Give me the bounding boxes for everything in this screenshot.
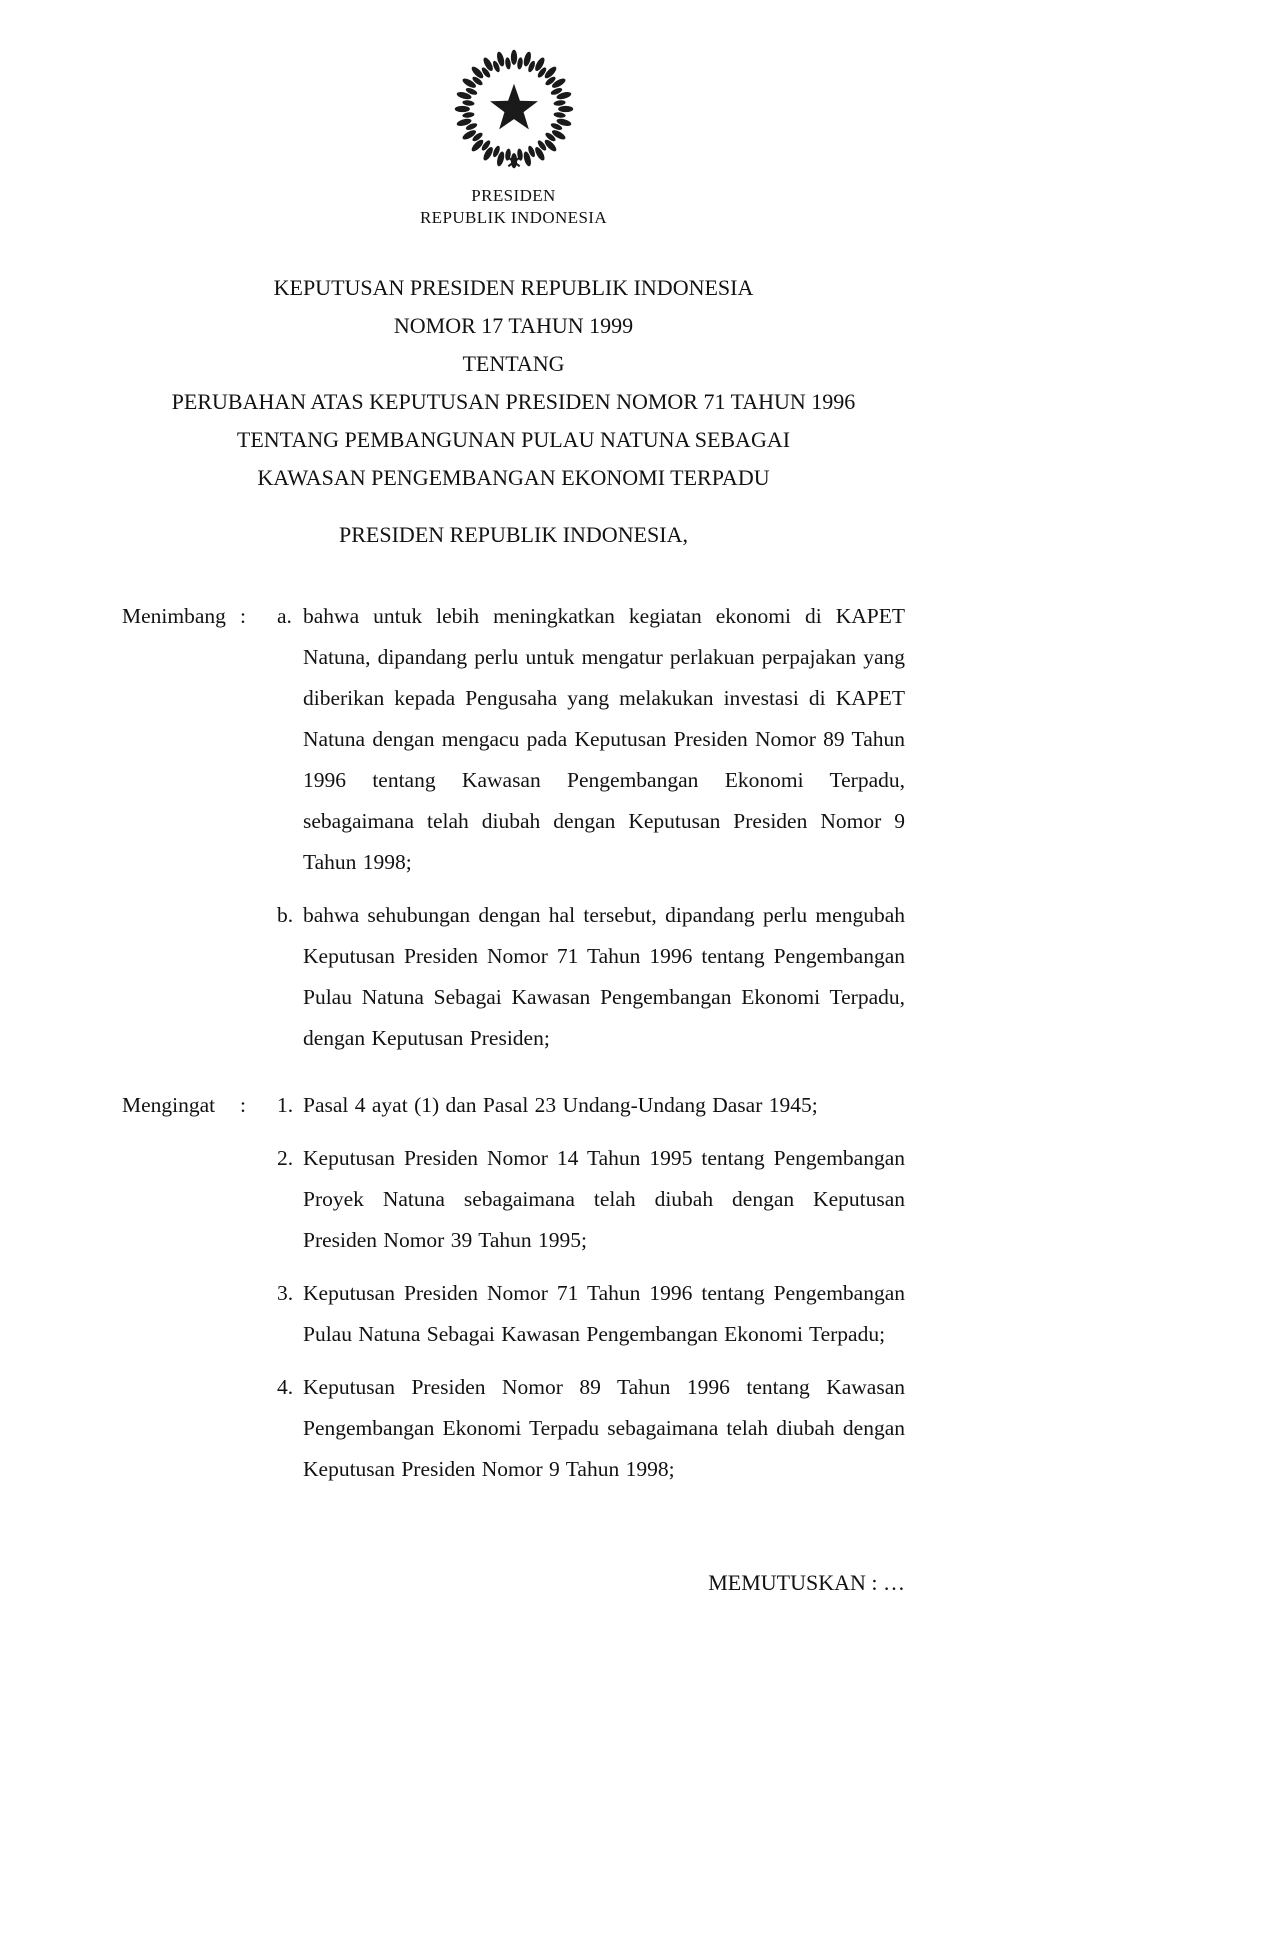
item-marker: 4.	[277, 1375, 294, 1399]
document-content	[122, 0, 905, 1602]
section-label: Mengingat	[122, 1093, 216, 1117]
title-line-5: TENTANG PEMBANGUNAN PULAU NATUNA SEBAGAI	[236, 427, 791, 452]
item-text: Pasal 4 ayat (1) dan Pasal 23 Undang-Undang Dasar 1945;	[303, 1093, 818, 1117]
item-text: bahwa sehubungan dengan hal tersebut, dipandang perlu mengubah Keputusan Presiden Nomor 71 Tahun 1996 tentang Pengembangan Pulau Natuna Sebagai Kawasan Pengembangan Ekonomi Terpadu, dengan Keputusan Presiden;	[303, 903, 905, 1050]
section-colon: :	[240, 1093, 246, 1117]
menimbang-item-b	[122, 895, 905, 1059]
item-text: Keputusan Presiden Nomor 14 Tahun 1995 tentang Pengembangan Proyek Natuna sebagaimana telah diubah dengan Keputusan Presiden Nomor 39 Tahun 1995;	[303, 1146, 905, 1252]
item-text: bahwa untuk lebih meningkatkan kegiatan ekonomi di KAPET Natuna, dipandang perlu untuk mengatur perlakuan perpajakan yang diberikan kepada Pengusaha yang melakukan investasi di KAPET Natuna dengan mengacu pada Keputusan Presiden Nomor 89 Tahun 1996 tentang Kawasan Pengembangan Ekonomi Terpadu, sebagaimana telah diubah dengan Keputusan Presiden Nomor 9 Tahun 1998;	[303, 604, 905, 874]
section-mengingat	[122, 1085, 905, 1490]
salutation-line: PRESIDEN REPUBLIK INDONESIA,	[339, 522, 688, 547]
letterhead-line-presiden: PRESIDEN	[471, 186, 556, 205]
menimbang-item-a	[122, 596, 905, 883]
mengingat-item-2	[122, 1138, 905, 1261]
item-marker: 2.	[277, 1146, 294, 1170]
item-text: Keputusan Presiden Nomor 89 Tahun 1996 tentang Kawasan Pengembangan Ekonomi Terpadu sebagaimana telah diubah dengan Keputusan Presiden Nomor 9 Tahun 1998;	[303, 1375, 905, 1481]
letterhead-text	[122, 185, 905, 229]
item-marker: b.	[277, 903, 294, 927]
memutuskan-line: MEMUTUSKAN : …	[708, 1570, 905, 1595]
star-icon	[490, 84, 538, 130]
section-label: Menimbang	[122, 604, 226, 628]
item-marker: 3.	[277, 1281, 294, 1305]
section-colon: :	[240, 604, 246, 628]
mengingat-item-3	[122, 1273, 905, 1355]
letterhead	[122, 46, 905, 229]
title-line-4: PERUBAHAN ATAS KEPUTUSAN PRESIDEN NOMOR 71 TAHUN 1996	[171, 389, 856, 414]
letterhead-line-republik: REPUBLIK INDONESIA	[419, 208, 608, 227]
item-text: Keputusan Presiden Nomor 71 Tahun 1996 tentang Pengembangan Pulau Natuna Sebagai Kawasan Pengembangan Ekonomi Terpadu;	[303, 1281, 905, 1346]
title-line-2: NOMOR 17 TAHUN 1999	[393, 313, 634, 338]
mengingat-item-1	[122, 1085, 905, 1126]
title-line-6: KAWASAN PENGEMBANGAN EKONOMI TERPADU	[257, 465, 770, 490]
decree-title	[122, 269, 905, 497]
item-marker: a.	[277, 604, 292, 628]
section-menimbang	[122, 596, 905, 1059]
presidential-seal-icon	[448, 46, 580, 172]
title-line-1: KEPUTUSAN PRESIDEN REPUBLIK INDONESIA	[273, 275, 754, 300]
mengingat-item-4	[122, 1367, 905, 1490]
title-line-3: TENTANG	[462, 351, 565, 376]
item-marker: 1.	[277, 1093, 294, 1117]
